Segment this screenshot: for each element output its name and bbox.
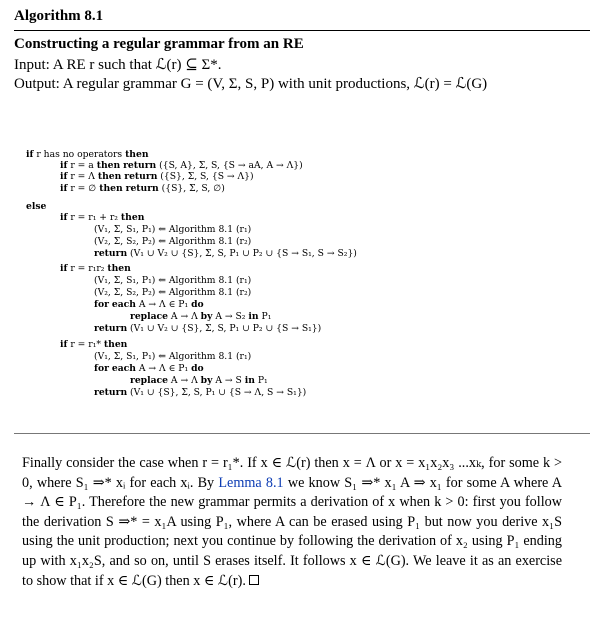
algorithm-input: Input: A RE r such that ℒ(r) ⊆ Σ*. xyxy=(14,57,222,73)
algorithm-heading: Algorithm 8.1 xyxy=(14,8,104,24)
algorithm-output: Output: A regular grammar G = (V, Σ, S, P) with unit productions, ℒ(r) = ℒ(G) xyxy=(14,76,488,92)
algo-line: (V₁, Σ, S₁, P₁) ⇐ Algorithm 8.1 (r₁) xyxy=(94,275,252,286)
algorithm-subtitle: Constructing a regular grammar from an RE xyxy=(14,36,304,52)
algo-line: if r = r₁r₂ then xyxy=(60,263,131,274)
algo-line: for each A → Λ ∈ P₁ do xyxy=(94,299,204,310)
proof-paragraph xyxy=(22,454,562,591)
algo-line: if r = r₁ + r₂ then xyxy=(60,212,145,223)
algo-line: (V₂, Σ, S₂, P₂) ⇐ Algorithm 8.1 (r₂) xyxy=(94,236,252,247)
algo-line: if r = a then return ({S, A}, Σ, S, {S → aA, A → Λ}) xyxy=(60,160,303,171)
algo-line: else xyxy=(26,201,47,212)
algo-line: return (V₁ ∪ V₂ ∪ {S}, Σ, S, P₁ ∪ P₂ ∪ {S → S₁, S → S₂}) xyxy=(94,248,357,259)
algo-line: if r = ∅ then return ({S}, Σ, S, ∅) xyxy=(60,183,225,194)
algo-line: if r has no operators then xyxy=(26,149,149,160)
algo-line: replace A → Λ by A → S₂ in P₁ xyxy=(130,311,272,322)
algo-line: return (V₁ ∪ V₂ ∪ {S}, Σ, S, P₁ ∪ P₂ ∪ {S → S₁}) xyxy=(94,323,322,334)
section-divider xyxy=(14,433,590,434)
proof-text-part-1: Finally consider the case when r = r₁*. If x ∈ ℒ(r) then x = Λ or x = x₁x₂x₃ ...xₖ, for some k > 0, where S₁ ⇒* xᵢ for each xᵢ. By xyxy=(22,455,562,491)
qed-box-icon xyxy=(249,575,259,585)
proof-text-part-2: we know S₁ ⇒* x₁ A ⇒ x₁ for some A where A → Λ ∈ P₁. Therefore the new grammar permits a derivation of x when k > 0: first you follow the derivation S ⇒* = x₁A using P₁, where A can be erased using P₁ but now you derive x₁S using the unit production; next you continue by following the derivation of x₂ using P₁ ending up with x₁x₂S, and so on, until S erases itself. It follows x ∈ ℒ(G). We leave it as an exercise to show that if x ∈ ℒ(G) then x ∈ ℒ(r). xyxy=(22,474,563,589)
algo-line: (V₁, Σ, S₁, P₁) ⇐ Algorithm 8.1 (r₁) xyxy=(94,224,252,235)
algo-line: for each A → Λ ∈ P₁ do xyxy=(94,363,204,374)
algo-line: return (V₁ ∪ {S}, Σ, S, P₁ ∪ {S → Λ, S → S₁}) xyxy=(94,387,307,398)
algo-line: (V₁, Σ, S₁, P₁) ⇐ Algorithm 8.1 (r₁) xyxy=(94,351,252,362)
lemma-link[interactable]: Lemma 8.1 xyxy=(218,474,284,491)
algo-line: if r = Λ then return ({S}, Σ, S, {S → Λ}) xyxy=(60,171,254,182)
algo-line: if r = r₁* then xyxy=(60,339,128,350)
algo-line: (V₂, Σ, S₂, P₂) ⇐ Algorithm 8.1 (r₂) xyxy=(94,287,252,298)
algo-line: replace A → Λ by A → S in P₁ xyxy=(130,375,268,386)
